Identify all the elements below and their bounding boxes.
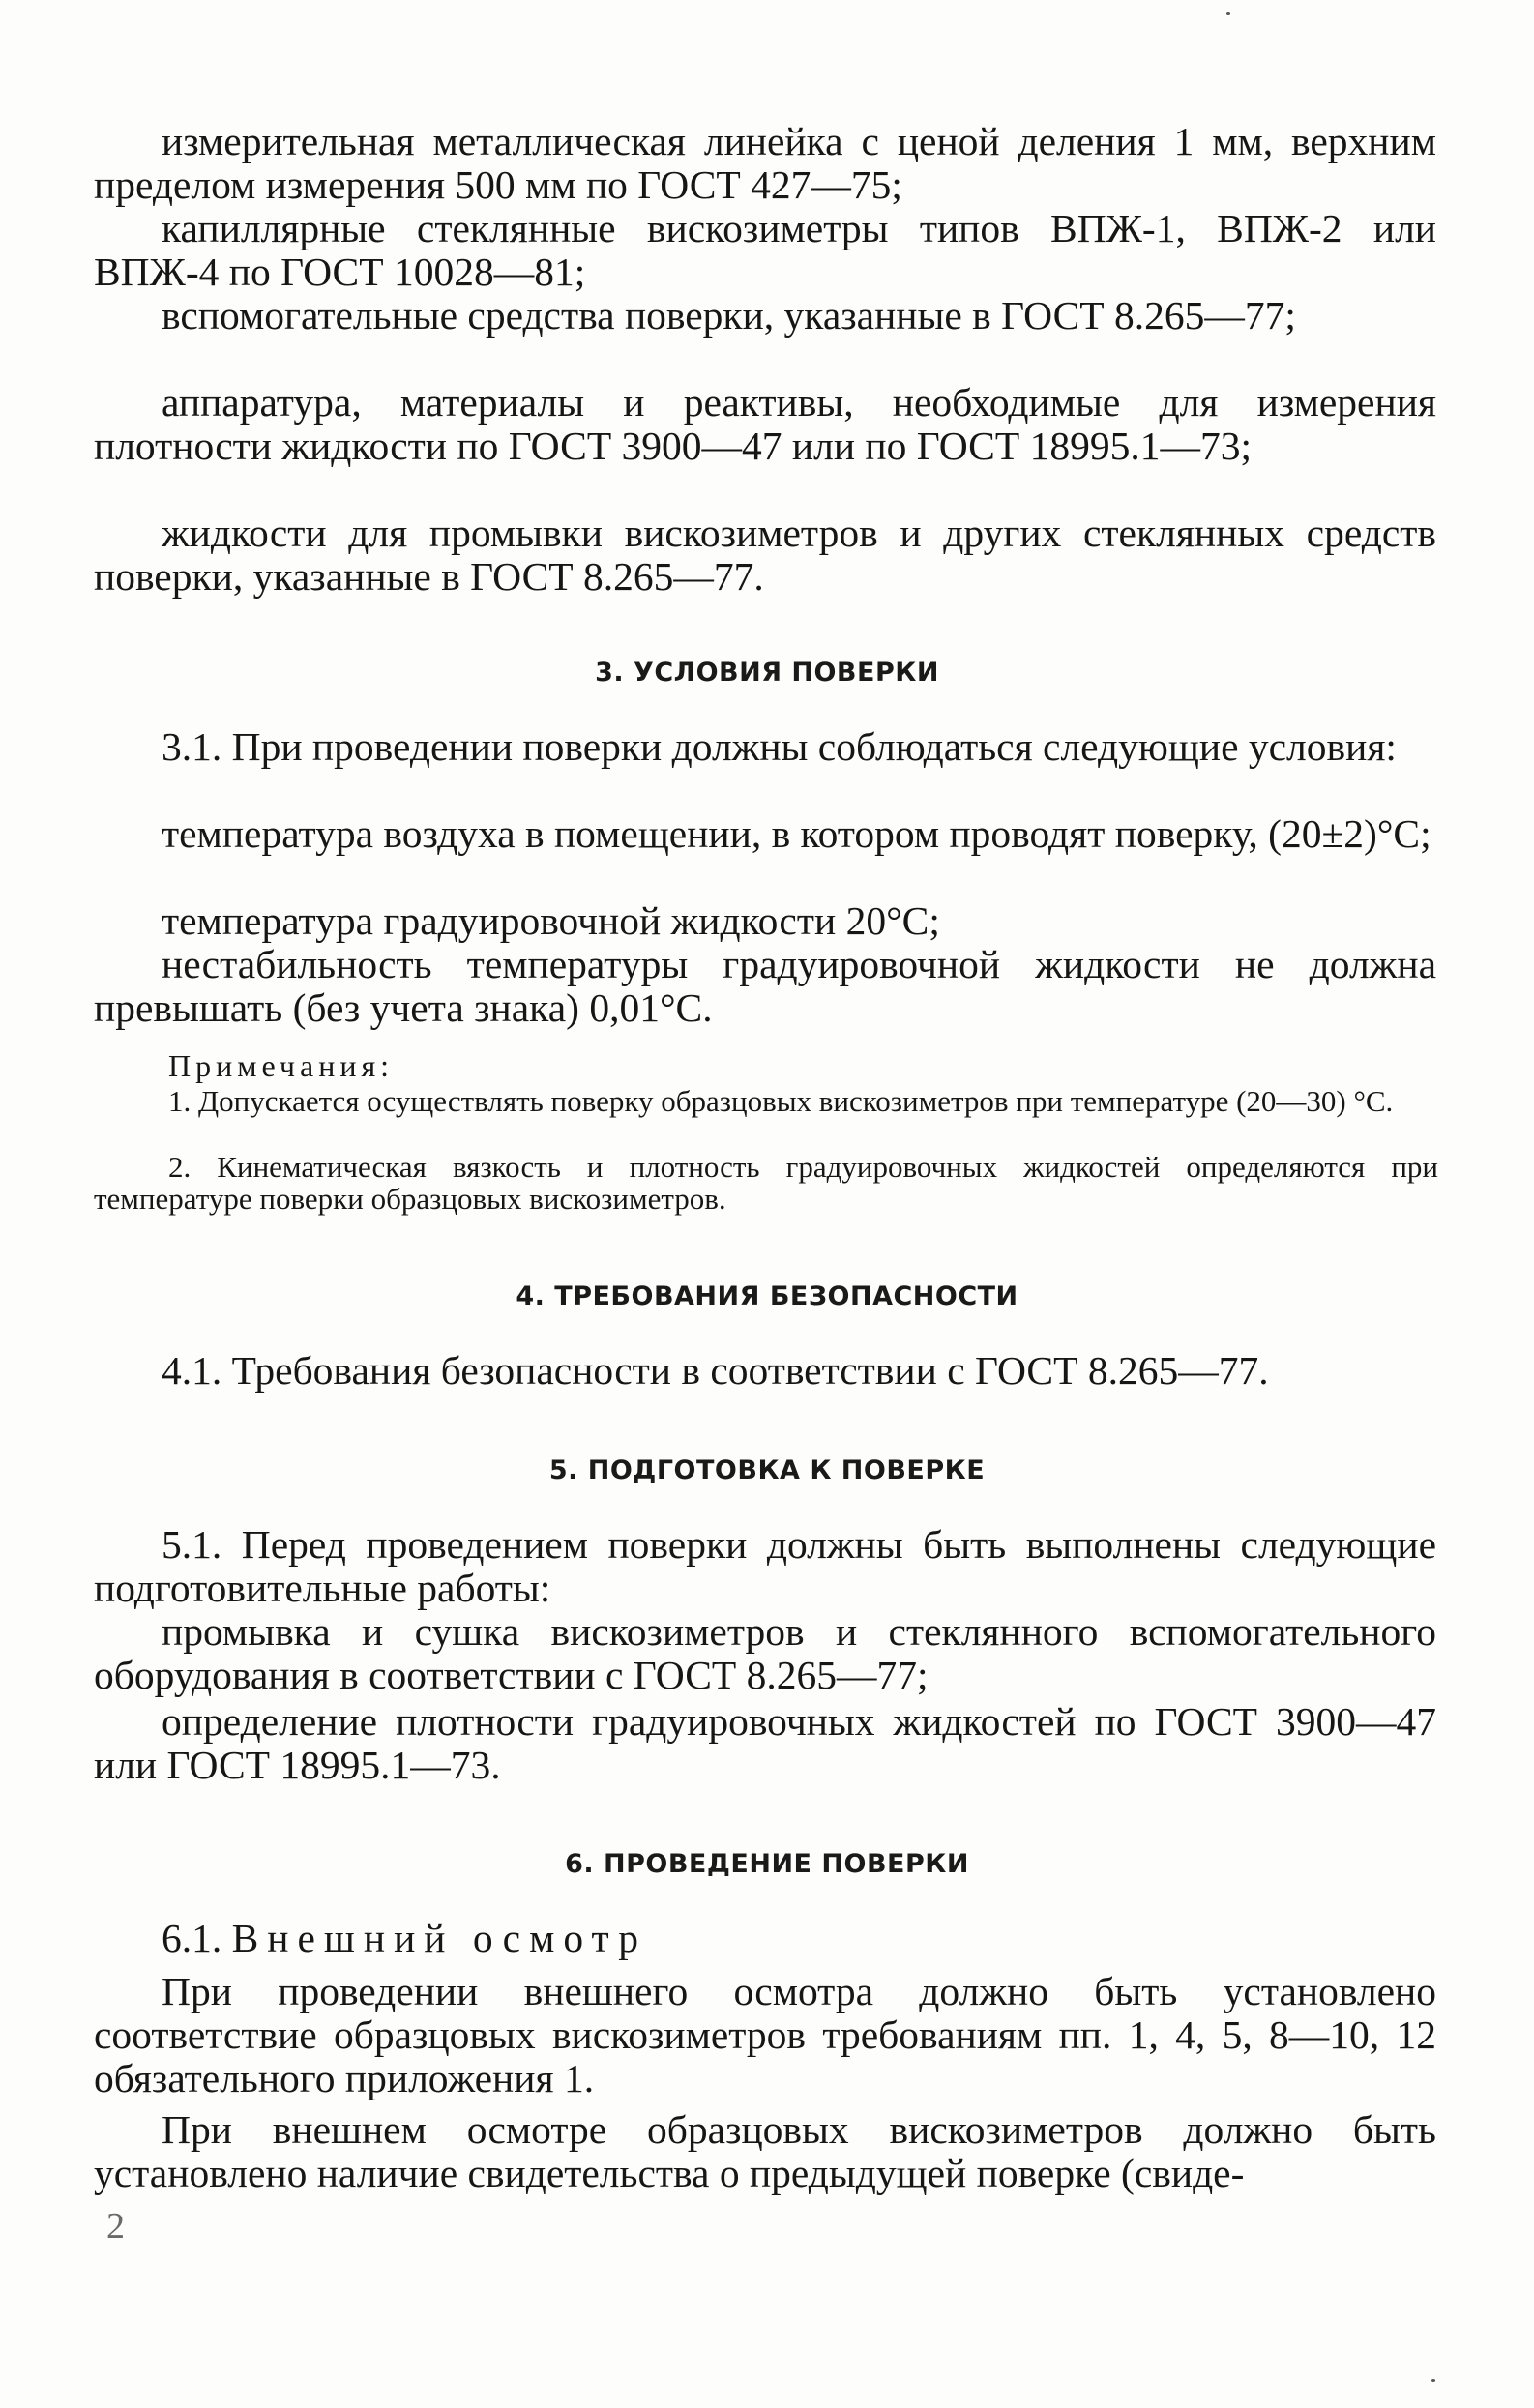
section-5-heading: 5. ПОДГОТОВКА К ПОВЕРКЕ xyxy=(548,1455,986,1485)
note-1: 1. Допускается осуществлять поверку образцовых вискозиметров при температуре (20—30) °С. xyxy=(168,1084,1394,1118)
intro-paragraph-washing-liquids: жидкости для промывки вискозиметров и других стеклянных средств поверки, указанные в ГОСТ 8.265—77. xyxy=(94,511,1436,599)
section-3-paragraph-1: 3.1. При проведении поверки должны соблюдаться следующие условия: xyxy=(162,724,1397,769)
section-3-temperature-instability: нестабильность температуры градуировочной жидкости не должна превышать (без учета знака) 0,01°С. xyxy=(94,942,1436,1030)
subsection-6-1-number: 6.1. xyxy=(162,1916,222,1960)
section-6-certificate-paragraph: При внешнем осмотре образцовых вискозиметров должно быть установлено наличие свидетельства о предыдущей поверке (свиде- xyxy=(94,2107,1436,2195)
section-6-heading: 6. ПРОВЕДЕНИЕ ПОВЕРКИ xyxy=(565,1849,969,1879)
note-2: 2. Кинематическая вязкость и плотность градуировочных жидкостей определяются при температуре поверки образцовых вискозиметров. xyxy=(94,1150,1438,1216)
section-5-density-determination: определение плотности градуировочных жидкостей по ГОСТ 3900—47 или ГОСТ 18995.1—73. xyxy=(94,1699,1436,1787)
section-5-washing-drying: промывка и сушка вискозиметров и стеклянного вспомогательного оборудования в соответствии с ГОСТ 8.265—77; xyxy=(94,1609,1436,1697)
notes-title: Примечания: xyxy=(168,1048,395,1083)
intro-paragraph-aux-means: вспомогательные средства поверки, указанные в ГОСТ 8.265—77; xyxy=(162,293,1296,338)
section-3-heading: 3. УСЛОВИЯ ПОВЕРКИ xyxy=(595,658,939,688)
scan-speck xyxy=(1431,2379,1435,2382)
section-4-paragraph-1: 4.1. Требования безопасности в соответствии с ГОСТ 8.265—77. xyxy=(162,1348,1269,1393)
section-3-liquid-temperature: температура градуировочной жидкости 20°С; xyxy=(162,898,940,943)
intro-paragraph-viscometers: капиллярные стеклянные вискозиметры типов ВПЖ-1, ВПЖ-2 или ВПЖ-4 по ГОСТ 10028—81; xyxy=(94,206,1436,294)
section-4-heading: 4. ТРЕБОВАНИЯ БЕЗОПАСНОСТИ xyxy=(516,1281,1018,1311)
section-3-air-temperature: температура воздуха в помещении, в котором проводят поверку, (20±2)°С; xyxy=(162,811,1431,856)
intro-paragraph-ruler: измерительная металлическая линейка с ценой деления 1 мм, верхним пределом измерения 500 мм по ГОСТ 427—75; xyxy=(94,119,1436,207)
intro-paragraph-apparatus: аппаратура, материалы и реактивы, необходимые для измерения плотности жидкости по ГОСТ 3900—47 или по ГОСТ 18995.1—73; xyxy=(94,380,1436,468)
subsection-6-1-heading xyxy=(94,1917,1436,1960)
section-5-paragraph-1: 5.1. Перед проведением поверки должны быть выполнены следующие подготовительные работы: xyxy=(94,1522,1436,1610)
section-6-external-inspection-paragraph: При проведении внешнего осмотра должно быть установлено соответствие образцовых вискозиметров требованиям пп. 1, 4, 5, 8—10, 12 обязательного приложения 1. xyxy=(94,1969,1436,2100)
scan-speck xyxy=(1226,12,1230,15)
subsection-6-1-title: Внешний осмотр xyxy=(231,1916,647,1960)
page-number: 2 xyxy=(106,2206,125,2246)
